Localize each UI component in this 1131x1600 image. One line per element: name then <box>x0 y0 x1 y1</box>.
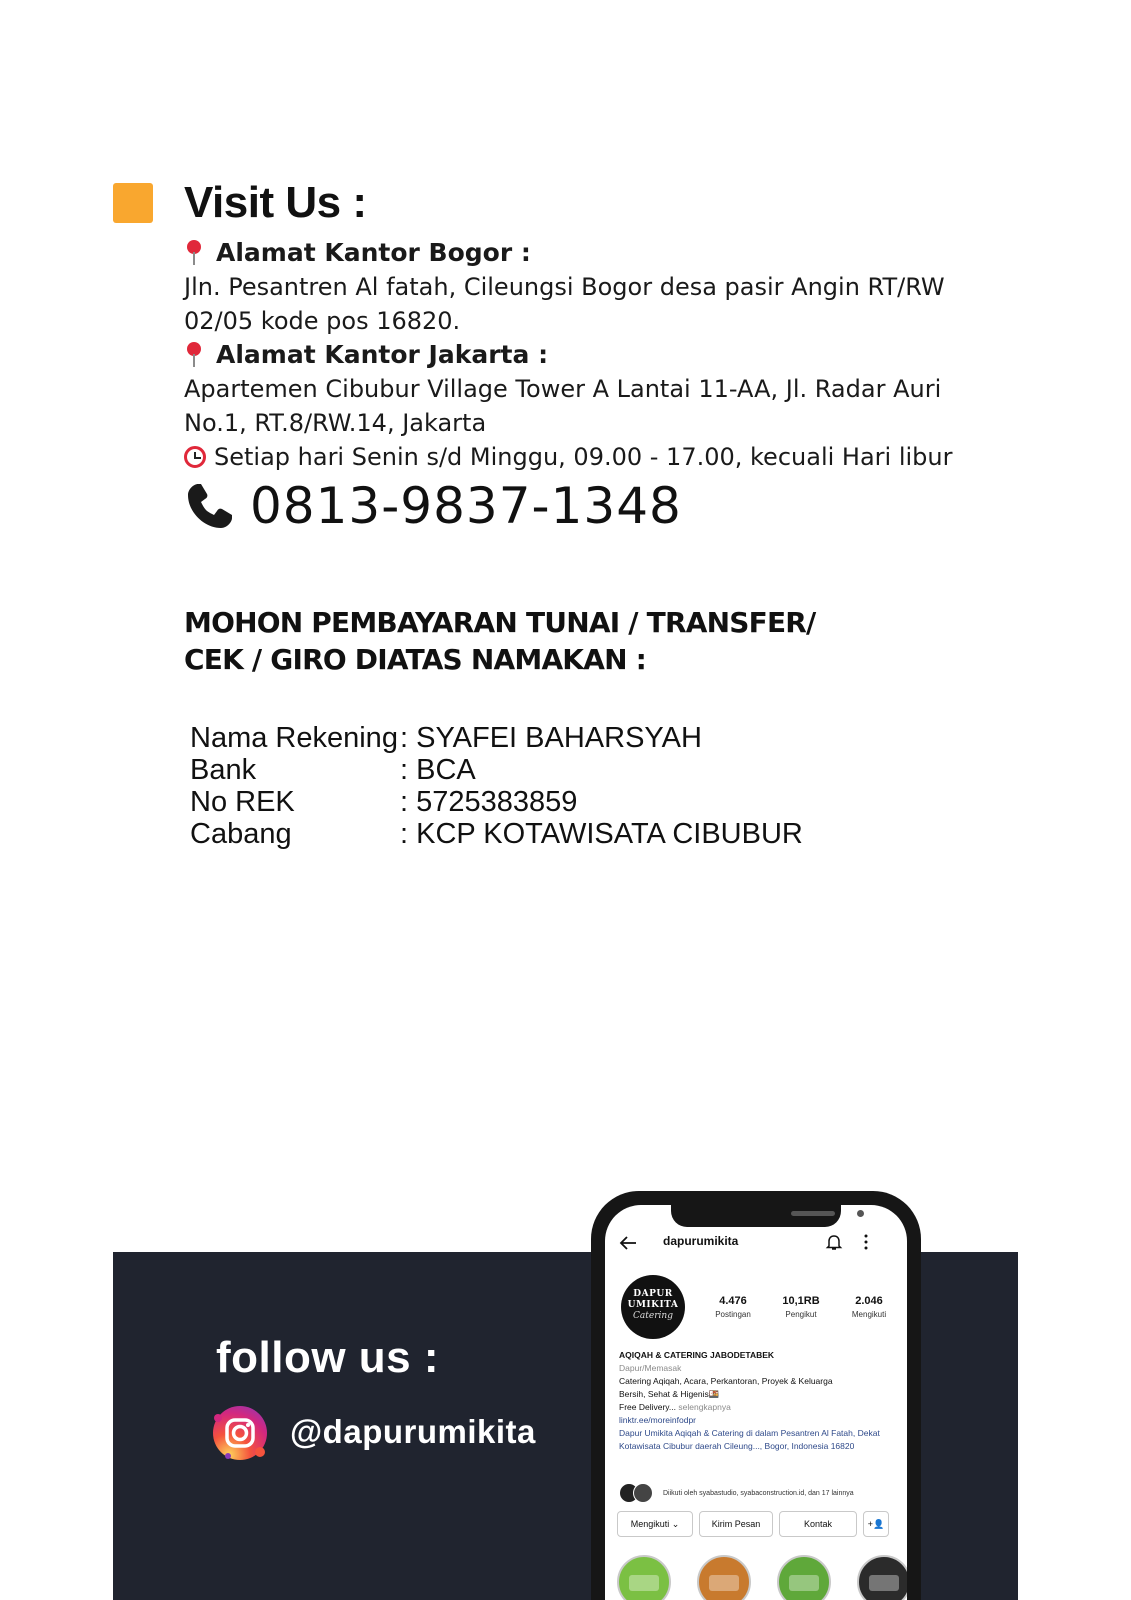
instagram-username: dapurumikita <box>663 1234 739 1248</box>
jakarta-heading <box>184 338 1004 372</box>
bank-details <box>190 722 803 850</box>
bank-row-branch <box>190 818 803 850</box>
stat-number: 2.046 <box>855 1295 883 1307</box>
stat-label: Pengikut <box>785 1310 817 1319</box>
mini-avatar <box>633 1483 653 1503</box>
payment-heading-line-2: CEK / GIRO DIATAS NAMAKAN : <box>184 643 647 676</box>
following-button[interactable]: Mengikuti ⌄ <box>617 1511 693 1537</box>
profile-avatar[interactable] <box>621 1275 685 1339</box>
payment-heading <box>184 604 815 678</box>
opening-hours <box>184 440 1004 474</box>
bogor-label: Alamat Kantor Bogor : <box>216 238 531 267</box>
bogor-address-line-2: 02/05 kode pos 16820. <box>184 307 461 335</box>
phone-screen <box>605 1205 907 1600</box>
followed-by[interactable] <box>619 1483 854 1503</box>
add-user-button[interactable]: +👤 <box>863 1511 889 1537</box>
address-block <box>184 236 1004 474</box>
bank-row-account-number <box>190 786 803 818</box>
bank-label: Nama Rekening <box>190 722 398 754</box>
telephone-icon <box>184 480 236 532</box>
send-message-button[interactable]: Kirim Pesan <box>699 1511 773 1537</box>
highlight-item[interactable] <box>777 1555 831 1600</box>
bio-name: AQIQAH & CATERING JABODETABEK <box>619 1350 775 1360</box>
phone-mockup <box>591 1191 921 1600</box>
phone-notch <box>671 1205 841 1227</box>
avatar-text: UMIKITA <box>627 1300 679 1310</box>
highlight-item[interactable] <box>617 1555 671 1600</box>
bio-link[interactable]: linktr.ee/moreinfodpr <box>619 1415 697 1425</box>
bogor-heading <box>184 236 1004 270</box>
bogor-address-line-1: Jln. Pesantren Al fatah, Cileungsi Bogor desa pasir Angin RT/RW <box>184 273 945 301</box>
stat-number: 4.476 <box>719 1295 747 1307</box>
bio-line: Bersih, Sehat & Higenis🍱 <box>619 1389 720 1399</box>
highlight-item[interactable] <box>697 1555 751 1600</box>
bio-line: Free Delivery... <box>619 1402 676 1412</box>
instagram-link[interactable] <box>208 1400 536 1464</box>
highlight-item[interactable] <box>857 1555 907 1600</box>
stat-posts[interactable] <box>701 1295 765 1319</box>
pin-icon <box>184 240 204 266</box>
bank-value: : KCP KOTAWISATA CIBUBUR <box>400 818 803 850</box>
more-options-icon[interactable] <box>863 1233 869 1251</box>
bank-row-account-name <box>190 722 803 754</box>
back-arrow-icon[interactable] <box>619 1235 637 1251</box>
payment-heading-line-1: MOHON PEMBAYARAN TUNAI / TRANSFER/ <box>184 606 816 639</box>
jakarta-label: Alamat Kantor Jakarta : <box>216 340 549 369</box>
stat-label: Mengikuti <box>851 1310 887 1319</box>
instagram-icon <box>208 1400 272 1464</box>
jakarta-address-line-1: Apartemen Cibubur Village Tower A Lantai 11-AA, Jl. Radar Auri <box>184 375 942 403</box>
story-highlights <box>617 1555 907 1600</box>
jakarta-address-line-2: No.1, RT.8/RW.14, Jakarta <box>184 409 487 437</box>
avatar-text: Catering <box>633 1311 673 1321</box>
bio-line: Catering Aqiqah, Acara, Perkantoran, Proyek & Keluarga <box>619 1376 833 1386</box>
phone-contact[interactable] <box>184 477 682 535</box>
bio-more-link[interactable]: selengkapnya <box>678 1402 731 1412</box>
phone-speaker <box>791 1211 835 1216</box>
pin-icon <box>184 342 204 368</box>
bell-icon[interactable] <box>825 1233 843 1251</box>
bank-label: Cabang <box>190 818 292 850</box>
bank-value: : SYAFEI BAHARSYAH <box>400 722 702 754</box>
contact-button[interactable]: Kontak <box>779 1511 857 1537</box>
bank-label: No REK <box>190 786 295 818</box>
phone-camera <box>857 1210 864 1217</box>
followed-by-text: Diikuti oleh syabastudio, syabaconstruction.id, dan 17 lainnya <box>663 1489 854 1497</box>
bio-line-with-more <box>619 1401 899 1414</box>
bio-category: Dapur/Memasak <box>619 1363 682 1373</box>
bank-label: Bank <box>190 754 257 786</box>
visit-title: Visit Us : <box>184 178 367 227</box>
stat-label: Postingan <box>715 1310 751 1319</box>
bank-value: : 5725383859 <box>400 786 578 818</box>
stat-following[interactable] <box>837 1295 901 1319</box>
stat-number: 10,1RB <box>782 1295 820 1307</box>
orange-square-marker <box>113 183 153 223</box>
bio-location[interactable]: Dapur Umikita Aqiqah & Catering di dalam Pesantren Al Fatah, Dekat Kotawisata Cibubur daerah Cileung..., Bogor, Indonesia 16820 <box>619 1428 880 1451</box>
opening-hours-text: Setiap hari Senin s/d Minggu, 09.00 - 17.00, kecuali Hari libur <box>214 443 953 471</box>
bank-row-bank <box>190 754 803 786</box>
phone-number: 0813-9837-1348 <box>250 477 682 535</box>
profile-action-buttons <box>617 1511 889 1537</box>
profile-bio <box>619 1349 899 1453</box>
profile-stats <box>701 1295 901 1319</box>
instagram-top-bar <box>605 1229 907 1257</box>
follow-title: follow us : <box>216 1333 440 1382</box>
bank-value: : BCA <box>400 754 476 786</box>
instagram-handle: @dapurumikita <box>290 1413 536 1450</box>
avatar-text: DAPUR <box>633 1289 673 1299</box>
stat-followers[interactable] <box>769 1295 833 1319</box>
alarm-clock-icon <box>184 446 206 468</box>
